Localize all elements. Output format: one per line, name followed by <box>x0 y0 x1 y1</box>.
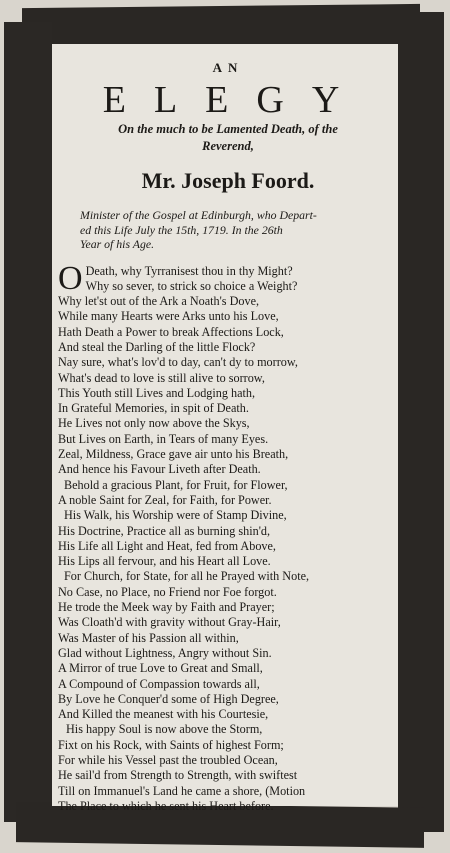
poem-line-2: Why so sever, to strick so choice a Weight? <box>85 278 298 293</box>
poem-line: Hath Death a Power to break Affections Lock, <box>58 324 284 339</box>
poem-line: And steal the Darling of the little Flock? <box>58 339 256 354</box>
poem-line: His happy Soul is now above the Storm, <box>66 722 263 737</box>
poem-line: Fixt on his Rock, with Saints of highest Form; <box>58 737 284 752</box>
poem-line: Nay sure, what's lov'd to day, can't dy to morrow, <box>58 355 298 370</box>
poem-line: His Life all Light and Heat, fed from Above, <box>58 538 276 553</box>
poem-line: For while his Vessel past the troubled Ocean, <box>58 753 278 767</box>
poem-line: By Love he Conquer'd some of High Degree, <box>58 691 279 706</box>
heading-an: AN <box>212 60 244 75</box>
poem-line: Till on Immanuel's Land he came a shore, (Motion <box>58 783 306 798</box>
heading-elegy: ELEGY <box>102 79 368 121</box>
drop-cap: O <box>58 259 83 297</box>
poem-line: He sail'd from Strength to Strength, with swiftest <box>58 768 298 783</box>
minister-note <box>58 208 398 252</box>
mourning-border-right <box>398 12 444 832</box>
elegy-text <box>58 56 398 814</box>
mourning-border-top <box>22 4 420 48</box>
poem-line: His Doctrine, Practice all as burning shin'd, <box>58 523 271 538</box>
poem-lines <box>58 294 398 814</box>
poem-line: Why let'st out of the Ark a Noath's Dove, <box>58 294 260 309</box>
poem-line: He Lives not only now above the Skys, <box>58 416 250 431</box>
poem-line: In Grateful Memories, in spit of Death. <box>58 401 249 416</box>
poem-line: His Walk, his Worship were of Stamp Divine, <box>64 508 287 523</box>
subtitle-line-2: Reverend, <box>202 139 254 153</box>
poem-line: Zeal, Mildness, Grace gave air unto his Breath, <box>58 447 289 462</box>
poem-line: This Youth still Lives and Lodging hath, <box>58 385 256 400</box>
poem-line: Was Cloath'd with gravity without Gray-Hair, <box>58 615 281 630</box>
poem-body <box>58 259 398 815</box>
poem-line: He trode the Meek way by Faith and Prayer; <box>58 600 275 615</box>
poem-line: Was Master of his Passion all within, <box>58 630 239 645</box>
poem-line: A noble Saint for Zeal, for Faith, for Power. <box>58 492 272 507</box>
poem-opening <box>58 259 398 297</box>
poem-line: While many Hearts were Arks unto his Love, <box>58 309 279 324</box>
mourning-border-left <box>4 22 52 822</box>
poem-line: And hence his Favour Liveth after Death. <box>58 462 261 477</box>
deceased-name: Mr. Joseph Foord. <box>141 168 315 193</box>
poem-line: A Mirror of true Love to Great and Small, <box>58 661 263 676</box>
poem-line: For Church, for State, for all he Prayed with Note, <box>64 569 310 584</box>
poem-line: What's dead to love is still alive to sorrow, <box>58 370 265 385</box>
poem-line: Glad without Lightness, Angry without Sin. <box>58 645 272 660</box>
subtitle-line-1: On the much to be Lamented Death, of the <box>118 122 338 136</box>
poem-line: The Place to which he sent his Heart before. <box>58 798 274 813</box>
poem-line: His Lips all fervour, and his Heart all Love. <box>58 554 271 569</box>
poem-line: But Lives on Earth, in Tears of many Eyes. <box>58 431 269 446</box>
poem-line: Behold a gracious Plant, for Fruit, for Flower, <box>64 477 288 492</box>
minister-line-1: Minister of the Gospel at Edinburgh, who Depart- <box>80 208 317 222</box>
minister-line-2: ed this Life July the 15th, 1719. In the 26th <box>80 222 283 237</box>
poem-line: No Case, no Place, no Friend nor Foe forgot. <box>58 584 277 599</box>
poem-line-1: Death, why Tyrranisest thou in thy Might? <box>85 263 293 278</box>
minister-line-3: Year of his Age. <box>80 237 155 251</box>
poem-line: A Compound of Compassion towards all, <box>58 676 260 691</box>
poem-line: And Killed the meanest with his Courtesie, <box>58 707 269 722</box>
